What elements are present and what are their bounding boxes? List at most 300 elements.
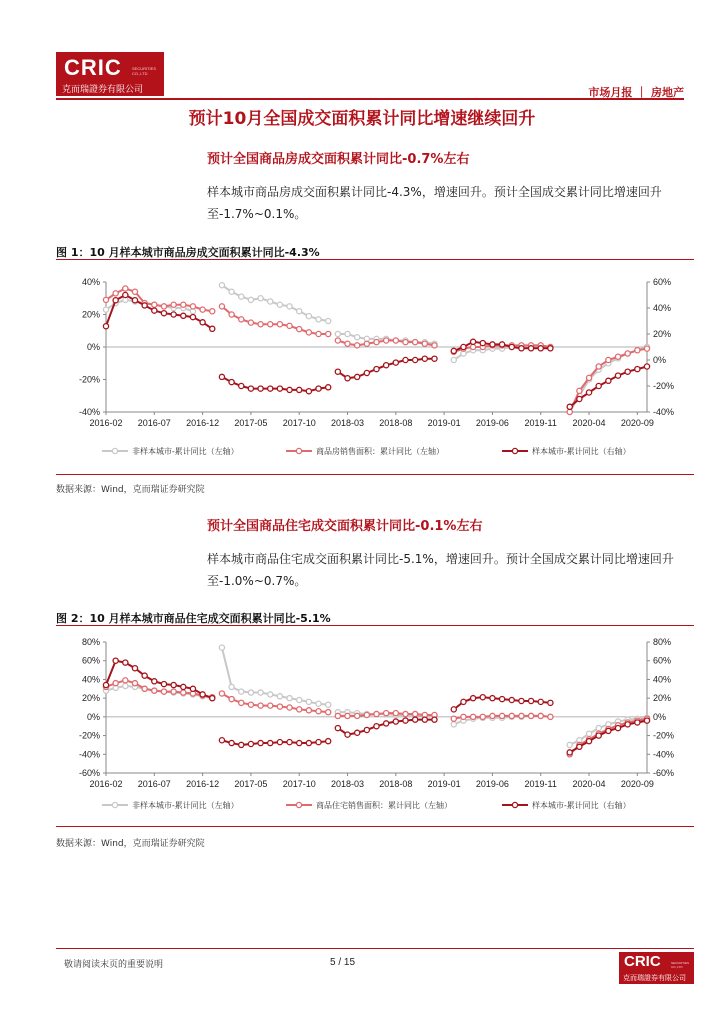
data-point — [403, 357, 408, 362]
figure2-chart — [56, 632, 696, 824]
x-tick-label: 2020-04 — [572, 418, 606, 428]
data-point — [132, 681, 137, 686]
data-point — [268, 692, 273, 697]
data-point — [297, 327, 302, 332]
legend-label: 商品房销售面积：累计同比（左轴） — [316, 447, 444, 456]
data-point — [586, 390, 591, 395]
data-point — [142, 686, 147, 691]
figure2-source: 数据来源：Wind，克而瑞证券研究院 — [56, 839, 205, 849]
footer-note: 敬请阅读末页的重要说明 — [64, 960, 164, 970]
data-point — [528, 346, 533, 351]
data-point — [635, 348, 640, 353]
y-right-tick-label: -40% — [653, 407, 675, 417]
data-point — [316, 709, 321, 714]
data-point — [374, 340, 379, 345]
x-tick-label: 2016-07 — [137, 779, 171, 789]
section-title: 预计10月全国成交面积累计同比增速继续回升 — [188, 109, 536, 129]
data-point — [548, 714, 553, 719]
data-point — [422, 717, 427, 722]
y-left-tick-label: 20% — [81, 309, 100, 320]
data-point — [567, 742, 572, 747]
block2-heading: 预计全国商品住宅成交面积累计同比-0.1%左右 — [207, 519, 483, 534]
logo-text: CRIC — [64, 55, 122, 80]
data-point — [432, 343, 437, 348]
y-right-tick-label: -40% — [653, 749, 675, 760]
legend-marker — [512, 448, 517, 453]
data-point — [210, 696, 215, 701]
data-point — [142, 673, 147, 678]
data-point — [258, 703, 263, 708]
y-right-tick-label: -20% — [653, 381, 675, 391]
data-point — [248, 297, 253, 302]
y-left-tick-label: 40% — [81, 674, 100, 685]
data-point — [316, 701, 321, 706]
y-left-tick-label: 80% — [81, 637, 100, 647]
legend-label: 商品住宅销售面积：累计同比（左轴） — [316, 801, 452, 810]
data-point — [644, 364, 649, 369]
y-right-tick-label: 80% — [653, 637, 672, 647]
data-point — [538, 713, 543, 718]
data-point — [229, 289, 234, 294]
data-point — [239, 294, 244, 299]
data-point — [239, 700, 244, 705]
data-point — [229, 696, 234, 701]
series-line — [338, 359, 435, 379]
legend-marker — [296, 802, 301, 807]
series-line — [222, 285, 328, 321]
data-point — [567, 409, 572, 414]
data-point — [519, 346, 524, 351]
data-point — [258, 386, 263, 391]
x-tick-label: 2016-02 — [89, 779, 123, 789]
data-point — [229, 380, 234, 385]
data-point — [152, 679, 157, 684]
data-point — [326, 331, 331, 336]
data-point — [644, 718, 649, 723]
data-point — [480, 714, 485, 719]
y-right-tick-label: 0% — [653, 711, 667, 722]
data-point — [471, 344, 476, 349]
data-point — [113, 298, 118, 303]
data-point — [306, 740, 311, 745]
data-point — [152, 308, 157, 313]
legend-marker — [512, 802, 517, 807]
figure2-caption: 图 2：10 月样本城市商品住宅成交面积累计同比-5.1% — [56, 612, 331, 625]
data-point — [403, 340, 408, 345]
data-point — [403, 711, 408, 716]
data-point — [471, 339, 476, 344]
footer-logo — [619, 952, 694, 984]
data-point — [297, 309, 302, 314]
data-point — [248, 690, 253, 695]
footer-divider — [56, 948, 694, 949]
data-point — [326, 710, 331, 715]
block2-paragraph: 样本城市商品住宅成交面积累计同比-5.1%，增速回升。预计全国成交累计同比增速回升至-1.0%~0.7%。 — [207, 552, 674, 588]
data-point — [586, 375, 591, 380]
data-point — [287, 387, 292, 392]
data-point — [345, 376, 350, 381]
data-point — [471, 696, 476, 701]
data-point — [239, 742, 244, 747]
y-left-tick-label: -60% — [78, 768, 100, 778]
x-tick-label: 2016-07 — [137, 418, 171, 428]
data-point — [200, 320, 205, 325]
series-line — [222, 306, 328, 334]
footer-logo-text: CRIC — [624, 953, 661, 970]
report-tags: 市场月报 ｜ 房地产 — [588, 86, 684, 99]
data-point — [277, 302, 282, 307]
data-point — [229, 684, 234, 689]
data-point — [297, 697, 302, 702]
data-point — [335, 725, 340, 730]
x-tick-label: 2019-06 — [475, 779, 509, 789]
logo-small-text: SECURITIES CO.,LTD — [132, 66, 157, 76]
data-point — [132, 666, 137, 671]
data-point — [161, 304, 166, 309]
data-point — [625, 369, 630, 374]
data-point — [364, 370, 369, 375]
data-point — [335, 338, 340, 343]
data-point — [374, 367, 379, 372]
data-point — [181, 684, 186, 689]
data-point — [171, 682, 176, 687]
data-point — [480, 695, 485, 700]
data-point — [200, 692, 205, 697]
data-point — [248, 320, 253, 325]
y-right-tick-label: 0% — [653, 355, 667, 365]
data-point — [499, 713, 504, 718]
data-point — [306, 330, 311, 335]
data-point — [268, 703, 273, 708]
cric-logo — [56, 52, 164, 96]
x-tick-label: 2016-12 — [186, 779, 220, 789]
data-point — [316, 317, 321, 322]
data-point — [132, 298, 137, 303]
data-point — [277, 704, 282, 709]
data-point — [219, 304, 224, 309]
x-tick-label: 2019-06 — [475, 418, 509, 428]
data-point — [596, 383, 601, 388]
data-point — [413, 711, 418, 716]
figure2-bottom-rule — [56, 826, 694, 827]
data-point — [277, 386, 282, 391]
data-point — [268, 740, 273, 745]
data-point — [384, 721, 389, 726]
data-point — [509, 697, 514, 702]
data-point — [596, 364, 601, 369]
data-point — [287, 304, 292, 309]
data-point — [625, 722, 630, 727]
data-point — [519, 713, 524, 718]
data-point — [171, 302, 176, 307]
data-point — [577, 388, 582, 393]
data-point — [490, 342, 495, 347]
data-point — [268, 322, 273, 327]
data-point — [268, 299, 273, 304]
data-point — [229, 312, 234, 317]
data-point — [248, 702, 253, 707]
x-tick-label: 2017-10 — [282, 418, 316, 428]
data-point — [287, 696, 292, 701]
data-point — [403, 718, 408, 723]
data-point — [326, 739, 331, 744]
series-line — [106, 661, 212, 698]
data-point — [239, 383, 244, 388]
data-point — [519, 698, 524, 703]
data-point — [451, 357, 456, 362]
y-right-tick-label: 60% — [653, 655, 672, 666]
data-point — [355, 343, 360, 348]
data-point — [326, 385, 331, 390]
x-tick-label: 2019-01 — [427, 779, 461, 789]
data-point — [161, 682, 166, 687]
data-point — [635, 367, 640, 372]
y-left-tick-label: 40% — [81, 277, 100, 287]
data-point — [103, 307, 108, 312]
y-left-tick-label: 20% — [81, 693, 100, 704]
x-tick-label: 2020-04 — [572, 779, 606, 789]
data-point — [461, 344, 466, 349]
y-left-tick-label: -40% — [78, 407, 100, 417]
footer-logo-company: 克而瑞證券有限公司 — [623, 974, 686, 982]
data-point — [210, 326, 215, 331]
header-divider — [56, 98, 684, 100]
data-point — [103, 682, 108, 687]
figure1-caption: 图 1：10 月样本城市商品房成交面积累计同比-4.3% — [56, 246, 320, 259]
data-point — [277, 694, 282, 699]
data-point — [210, 309, 215, 314]
data-point — [615, 354, 620, 359]
footer-logo-small: SECURITIES CO.,LTD — [671, 961, 690, 969]
data-point — [268, 386, 273, 391]
data-point — [384, 338, 389, 343]
data-point — [413, 717, 418, 722]
data-point — [538, 699, 543, 704]
data-point — [548, 346, 553, 351]
data-point — [432, 356, 437, 361]
data-point — [606, 728, 611, 733]
data-point — [509, 713, 514, 718]
data-point — [345, 732, 350, 737]
data-point — [306, 708, 311, 713]
data-point — [103, 297, 108, 302]
data-point — [393, 338, 398, 343]
data-point — [123, 683, 128, 688]
data-point — [345, 713, 350, 718]
data-point — [326, 318, 331, 323]
data-point — [490, 713, 495, 718]
data-point — [219, 283, 224, 288]
data-point — [471, 714, 476, 719]
data-point — [393, 711, 398, 716]
x-tick-label: 2019-01 — [427, 418, 461, 428]
data-point — [161, 689, 166, 694]
data-point — [277, 740, 282, 745]
data-point — [248, 386, 253, 391]
data-point — [113, 681, 118, 686]
data-point — [123, 286, 128, 291]
series-line — [222, 740, 328, 745]
data-point — [287, 705, 292, 710]
y-right-tick-label: 40% — [653, 303, 672, 313]
data-point — [152, 688, 157, 693]
data-point — [297, 740, 302, 745]
legend-label: 样本城市-累计同比（右轴） — [532, 801, 631, 810]
x-tick-label: 2020-09 — [620, 779, 654, 789]
data-point — [306, 699, 311, 704]
data-point — [297, 387, 302, 392]
legend-marker — [296, 448, 301, 453]
data-point — [548, 700, 553, 705]
series-line — [106, 289, 212, 312]
data-point — [499, 342, 504, 347]
x-tick-label: 2016-02 — [89, 418, 123, 428]
data-point — [258, 740, 263, 745]
data-point — [171, 689, 176, 694]
data-point — [287, 323, 292, 328]
data-point — [413, 340, 418, 345]
x-tick-label: 2019-11 — [524, 779, 557, 789]
data-point — [181, 302, 186, 307]
data-point — [258, 322, 263, 327]
data-point — [364, 712, 369, 717]
figure2-top-rule — [56, 625, 694, 626]
data-point — [451, 707, 456, 712]
data-point — [326, 702, 331, 707]
data-point — [190, 304, 195, 309]
data-point — [219, 645, 224, 650]
figure1-source: 数据来源：Wind，克而瑞证券研究院 — [56, 485, 205, 495]
legend-label: 非样本城市-累计同比（左轴） — [132, 447, 239, 456]
data-point — [461, 714, 466, 719]
data-point — [335, 369, 340, 374]
data-point — [316, 740, 321, 745]
data-point — [219, 691, 224, 696]
data-point — [287, 740, 292, 745]
data-point — [113, 658, 118, 663]
x-tick-label: 2019-11 — [524, 418, 557, 428]
data-point — [509, 344, 514, 349]
data-point — [190, 315, 195, 320]
data-point — [461, 699, 466, 704]
y-left-tick-label: 0% — [86, 342, 100, 352]
data-point — [123, 292, 128, 297]
data-point — [586, 731, 591, 736]
data-point — [364, 341, 369, 346]
x-tick-label: 2018-03 — [331, 418, 365, 428]
logo-company: 克而瑞證券有限公司 — [62, 85, 144, 95]
series-line — [222, 377, 328, 391]
data-point — [567, 404, 572, 409]
data-point — [297, 707, 302, 712]
data-point — [103, 324, 108, 329]
legend-marker — [112, 448, 117, 453]
data-point — [577, 744, 582, 749]
data-point — [161, 311, 166, 316]
data-point — [596, 733, 601, 738]
y-left-tick-label: 0% — [86, 711, 100, 722]
x-tick-label: 2017-05 — [234, 418, 268, 428]
data-point — [277, 322, 282, 327]
data-point — [355, 374, 360, 379]
data-point — [596, 725, 601, 730]
y-left-tick-label: 60% — [81, 655, 100, 666]
figure1-bottom-rule — [56, 474, 694, 475]
data-point — [171, 312, 176, 317]
data-point — [123, 678, 128, 683]
x-tick-label: 2017-05 — [234, 779, 268, 789]
data-point — [152, 302, 157, 307]
legend-marker — [112, 802, 117, 807]
data-point — [335, 713, 340, 718]
y-right-tick-label: 20% — [653, 329, 672, 339]
data-point — [384, 711, 389, 716]
y-left-tick-label: -20% — [78, 730, 100, 741]
data-point — [355, 730, 360, 735]
x-tick-label: 2018-08 — [379, 779, 413, 789]
data-point — [538, 346, 543, 351]
figure1-chart — [56, 266, 696, 471]
data-point — [586, 739, 591, 744]
data-point — [422, 356, 427, 361]
block1-paragraph: 样本城市商品房成交面积累计同比-4.3%，增速回升。预计全国成交累计同比增速回升至-1.7%~0.1%。 — [207, 185, 662, 221]
data-point — [258, 690, 263, 695]
y-right-tick-label: -20% — [653, 730, 675, 741]
data-point — [413, 357, 418, 362]
data-point — [258, 296, 263, 301]
data-point — [316, 386, 321, 391]
data-point — [606, 357, 611, 362]
data-point — [432, 717, 437, 722]
y-right-tick-label: 20% — [653, 693, 672, 704]
data-point — [335, 331, 340, 336]
data-point — [239, 317, 244, 322]
y-right-tick-label: 40% — [653, 674, 672, 685]
data-point — [422, 341, 427, 346]
data-point — [345, 341, 350, 346]
data-point — [355, 335, 360, 340]
data-point — [451, 348, 456, 353]
data-point — [384, 363, 389, 368]
x-tick-label: 2020-09 — [620, 418, 654, 428]
data-point — [181, 690, 186, 695]
data-point — [528, 698, 533, 703]
y-right-tick-label: 60% — [653, 277, 672, 287]
data-point — [635, 720, 640, 725]
data-point — [615, 373, 620, 378]
x-tick-label: 2018-08 — [379, 418, 413, 428]
data-point — [316, 331, 321, 336]
y-left-tick-label: -40% — [78, 749, 100, 760]
data-point — [393, 719, 398, 724]
data-point — [577, 396, 582, 401]
data-point — [490, 696, 495, 701]
data-point — [229, 740, 234, 745]
x-tick-label: 2016-12 — [186, 418, 220, 428]
data-point — [200, 307, 205, 312]
data-point — [239, 689, 244, 694]
data-point — [219, 374, 224, 379]
data-point — [393, 360, 398, 365]
data-point — [113, 291, 118, 296]
data-point — [625, 351, 630, 356]
data-point — [499, 696, 504, 701]
page-number: 5 / 15 — [330, 957, 356, 968]
legend-label: 非样本城市-累计同比（左轴） — [132, 801, 239, 810]
data-point — [480, 341, 485, 346]
data-point — [451, 722, 456, 727]
y-right-tick-label: -60% — [653, 768, 675, 778]
